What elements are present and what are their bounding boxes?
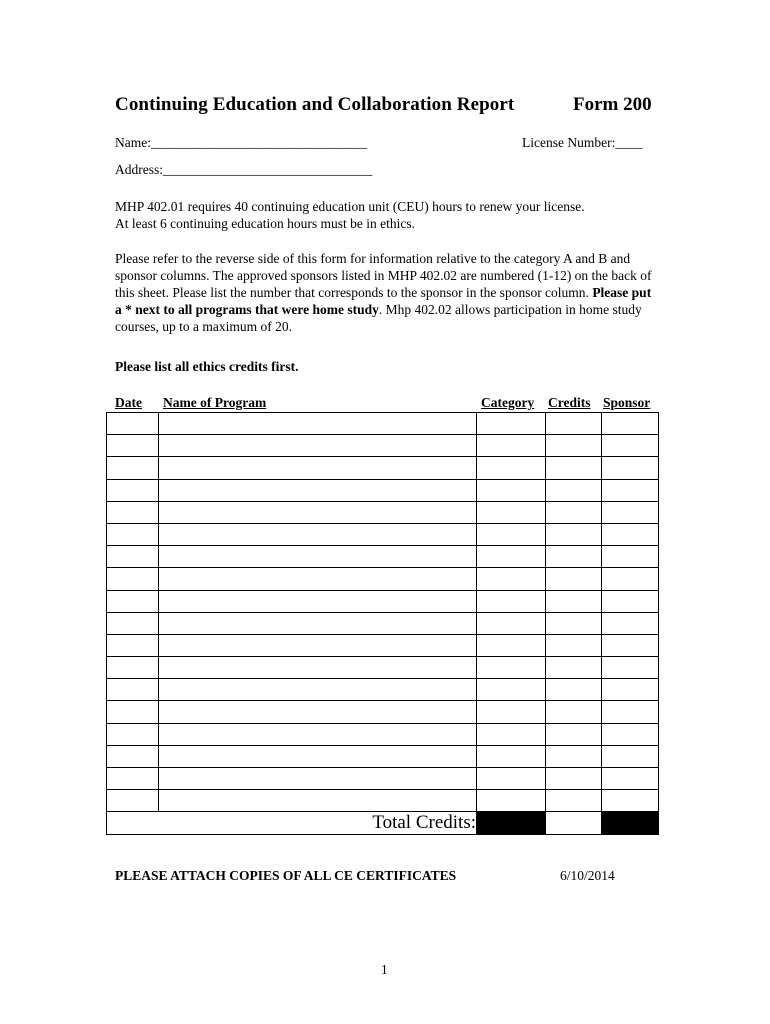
program-name-cell[interactable] (159, 679, 477, 701)
table-row (107, 590, 659, 612)
credits-cell[interactable] (546, 479, 602, 501)
sponsor-cell[interactable] (602, 723, 659, 745)
program-name-cell[interactable] (159, 723, 477, 745)
date-cell[interactable] (107, 768, 159, 790)
credits-cell[interactable] (546, 413, 602, 435)
category-cell[interactable] (477, 546, 546, 568)
name-field-label: Name:________________________________ (115, 135, 367, 150)
date-cell[interactable] (107, 413, 159, 435)
program-name-cell[interactable] (159, 523, 477, 545)
sponsor-cell[interactable] (602, 546, 659, 568)
table-row (107, 723, 659, 745)
ethics-note: Please list all ethics credits first. (115, 359, 299, 374)
column-header-name-of-program: Name of Program (163, 395, 267, 410)
program-name-cell[interactable] (159, 590, 477, 612)
category-cell[interactable] (477, 568, 546, 590)
table-row (107, 479, 659, 501)
credits-cell[interactable] (546, 612, 602, 634)
category-cell[interactable] (477, 634, 546, 656)
sponsor-cell[interactable] (602, 479, 659, 501)
total-credits-label: Total Credits: (107, 812, 477, 835)
credits-cell[interactable] (546, 523, 602, 545)
page-number: 1 (381, 962, 388, 977)
date-cell[interactable] (107, 745, 159, 767)
category-cell[interactable] (477, 612, 546, 634)
table-row (107, 679, 659, 701)
column-header-credits: Credits (548, 395, 591, 410)
credits-cell[interactable] (546, 768, 602, 790)
program-name-cell[interactable] (159, 657, 477, 679)
sponsor-cell[interactable] (602, 435, 659, 457)
credits-cell[interactable] (546, 634, 602, 656)
credits-cell[interactable] (546, 679, 602, 701)
attach-certificates-note: PLEASE ATTACH COPIES OF ALL CE CERTIFICATES (115, 868, 457, 883)
table-row (107, 745, 659, 767)
credits-cell[interactable] (546, 701, 602, 723)
credits-cell[interactable] (546, 435, 602, 457)
sponsor-cell[interactable] (602, 413, 659, 435)
date-cell[interactable] (107, 590, 159, 612)
date-cell[interactable] (107, 457, 159, 479)
total-category-cell (477, 812, 546, 835)
program-name-cell[interactable] (159, 745, 477, 767)
table-row (107, 657, 659, 679)
address-field-label: Address:_______________________________ (115, 162, 373, 177)
date-cell[interactable] (107, 523, 159, 545)
credits-cell[interactable] (546, 568, 602, 590)
program-name-cell[interactable] (159, 457, 477, 479)
credits-cell[interactable] (546, 657, 602, 679)
category-cell[interactable] (477, 523, 546, 545)
program-name-cell[interactable] (159, 790, 477, 812)
category-cell[interactable] (477, 745, 546, 767)
program-name-cell[interactable] (159, 413, 477, 435)
date-cell[interactable] (107, 679, 159, 701)
total-credits-row (107, 812, 659, 835)
table-row (107, 790, 659, 812)
category-cell[interactable] (477, 501, 546, 523)
sponsor-cell[interactable] (602, 457, 659, 479)
category-cell[interactable] (477, 479, 546, 501)
ceu-requirement-line-2: At least 6 continuing education hours must be in ethics. (115, 216, 415, 231)
table-row (107, 568, 659, 590)
category-cell[interactable] (477, 701, 546, 723)
table-row (107, 546, 659, 568)
sponsor-cell[interactable] (602, 701, 659, 723)
table-row (107, 501, 659, 523)
credits-cell[interactable] (546, 723, 602, 745)
total-sponsor-cell (602, 812, 659, 835)
category-cell[interactable] (477, 590, 546, 612)
date-cell[interactable] (107, 479, 159, 501)
sponsor-cell[interactable] (602, 501, 659, 523)
date-cell[interactable] (107, 790, 159, 812)
program-name-cell[interactable] (159, 501, 477, 523)
column-header-sponsor: Sponsor (603, 395, 651, 410)
category-cell[interactable] (477, 657, 546, 679)
sponsor-cell[interactable] (602, 634, 659, 656)
category-cell[interactable] (477, 413, 546, 435)
date-cell[interactable] (107, 701, 159, 723)
credits-cell[interactable] (546, 590, 602, 612)
date-cell[interactable] (107, 723, 159, 745)
table-row (107, 612, 659, 634)
program-name-cell[interactable] (159, 634, 477, 656)
category-cell[interactable] (477, 679, 546, 701)
category-cell[interactable] (477, 457, 546, 479)
table-row (107, 457, 659, 479)
credits-cell[interactable] (546, 745, 602, 767)
ceu-requirement-paragraph (115, 198, 660, 232)
instructions-paragraph (115, 250, 660, 335)
program-name-cell[interactable] (159, 546, 477, 568)
category-cell[interactable] (477, 768, 546, 790)
date-cell[interactable] (107, 435, 159, 457)
category-cell[interactable] (477, 790, 546, 812)
table-row (107, 768, 659, 790)
table-row (107, 634, 659, 656)
revision-date: 6/10/2014 (560, 868, 615, 883)
license-number-field-label: License Number:____ (522, 135, 643, 150)
table-row (107, 435, 659, 457)
ceu-requirement-line-1: MHP 402.01 requires 40 continuing education unit (CEU) hours to renew your license. (115, 199, 585, 214)
instructions-text-1: Please refer to the reverse side of this form for information relative to the category A and B and sponsor columns. The approved sponsors listed in MHP 402.02 are numbered (1-12) on the back of this sheet. Please list the number that corresponds to the sponsor in the sponsor column. (115, 251, 652, 300)
date-cell[interactable] (107, 634, 159, 656)
date-cell[interactable] (107, 546, 159, 568)
credits-cell[interactable] (546, 457, 602, 479)
home-study-instruction: Please put a * next to all programs that were home study (115, 285, 652, 317)
sponsor-cell[interactable] (602, 745, 659, 767)
sponsor-cell[interactable] (602, 523, 659, 545)
category-cell[interactable] (477, 435, 546, 457)
date-cell[interactable] (107, 568, 159, 590)
total-credits-cell[interactable] (546, 812, 602, 835)
date-cell[interactable] (107, 657, 159, 679)
form-title: Continuing Education and Collaboration Report (115, 94, 515, 115)
sponsor-cell[interactable] (602, 568, 659, 590)
column-header-category: Category (481, 395, 535, 410)
table-row (107, 701, 659, 723)
instructions-text-2: . Mhp 402.02 allows participation in home study courses, up to a maximum of 20. (115, 302, 642, 334)
program-name-cell[interactable] (159, 568, 477, 590)
sponsor-cell[interactable] (602, 657, 659, 679)
program-name-cell[interactable] (159, 701, 477, 723)
sponsor-cell[interactable] (602, 612, 659, 634)
table-row (107, 523, 659, 545)
form-number: Form 200 (573, 94, 652, 115)
sponsor-cell[interactable] (602, 679, 659, 701)
program-name-cell[interactable] (159, 612, 477, 634)
column-header-date: Date (115, 395, 142, 410)
credits-cell[interactable] (546, 501, 602, 523)
program-name-cell[interactable] (159, 479, 477, 501)
date-cell[interactable] (107, 501, 159, 523)
credits-cell[interactable] (546, 546, 602, 568)
table-row (107, 413, 659, 435)
sponsor-cell[interactable] (602, 768, 659, 790)
ce-credits-table (106, 412, 659, 835)
category-cell[interactable] (477, 723, 546, 745)
credits-cell[interactable] (546, 790, 602, 812)
program-name-cell[interactable] (159, 768, 477, 790)
date-cell[interactable] (107, 612, 159, 634)
sponsor-cell[interactable] (602, 790, 659, 812)
sponsor-cell[interactable] (602, 590, 659, 612)
program-name-cell[interactable] (159, 435, 477, 457)
